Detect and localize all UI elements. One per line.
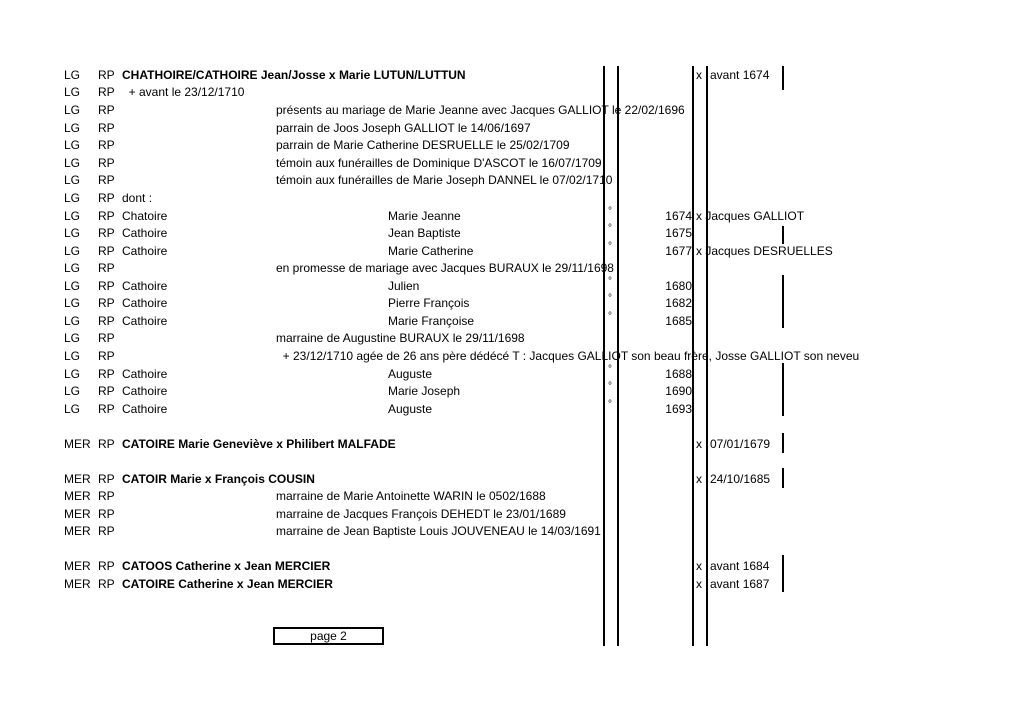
person-name: Cathoire: [122, 314, 168, 328]
region-code: LG: [64, 68, 81, 82]
person-name: CATOIRE Marie Geneviève x Philibert MALFADE: [122, 437, 396, 451]
event-note: parrain de Marie Catherine DESRUELLE le 25/02/1709: [276, 138, 570, 152]
region-code: LG: [64, 296, 81, 310]
region-code: MER: [64, 507, 91, 521]
first-name: Marie Catherine: [388, 244, 474, 258]
registry-code: RP: [98, 138, 115, 152]
page-number: page 2: [310, 629, 347, 643]
registry-code: RP: [98, 156, 115, 170]
first-name: Auguste: [388, 402, 433, 416]
spouse: x Jacques DESRUELLES: [696, 244, 833, 258]
registry-code: RP: [98, 85, 115, 99]
region-code: LG: [64, 226, 81, 240]
column-rule: [782, 433, 784, 453]
page-number-box: [273, 627, 384, 645]
column-rule: [782, 468, 784, 488]
registry-code: RP: [98, 103, 115, 117]
region-code: LG: [64, 156, 81, 170]
registry-code: RP: [98, 367, 115, 381]
region-code: LG: [64, 384, 81, 398]
registry-code: RP: [98, 209, 115, 223]
birth-symbol: °: [608, 276, 612, 287]
marriage-date: avant 1674: [710, 68, 770, 82]
region-code: LG: [64, 103, 81, 117]
birth-symbol: °: [608, 311, 612, 322]
person-name: Chatoire: [122, 209, 168, 223]
registry-code: RP: [98, 524, 115, 538]
registry-code: RP: [98, 244, 115, 258]
event-note: + 23/12/1710 agée de 26 ans père dédécé T : Jacques GALLIOT son beau frère, Josse GALLIOT son neveu: [276, 349, 860, 363]
birth-year: 1688: [665, 367, 692, 381]
region-code: LG: [64, 138, 81, 152]
region-code: LG: [64, 173, 81, 187]
first-name: Marie Françoise: [388, 314, 475, 328]
column-rule: [782, 66, 784, 90]
registry-code: RP: [98, 507, 115, 521]
person-name: Cathoire: [122, 279, 168, 293]
first-name: Jean Baptiste: [388, 226, 461, 240]
birth-year: 1677: [665, 244, 692, 258]
column-rule: [782, 275, 784, 328]
event-note: témoin aux funérailles de Marie Joseph DANNEL le 07/02/1710: [276, 173, 613, 187]
region-code: MER: [64, 559, 91, 573]
person-name: Cathoire: [122, 226, 168, 240]
birth-year: 1690: [665, 384, 692, 398]
column-rule: [782, 555, 784, 592]
person-name: dont :: [122, 191, 153, 205]
birth-symbol: °: [608, 241, 612, 252]
region-code: LG: [64, 121, 81, 135]
event-note: témoin aux funérailles de Dominique D'ASCOT le 16/07/1709: [276, 156, 602, 170]
birth-symbol: °: [608, 223, 612, 234]
person-name: Cathoire: [122, 244, 168, 258]
marriage-date: 24/10/1685: [710, 472, 771, 486]
event-note: marraine de Jacques François DEHEDT le 23/01/1689: [276, 507, 566, 521]
first-name: Marie Jeanne: [388, 209, 461, 223]
region-code: LG: [64, 191, 81, 205]
registry-code: RP: [98, 261, 115, 275]
region-code: MER: [64, 472, 91, 486]
region-code: LG: [64, 209, 81, 223]
region-code: LG: [64, 402, 81, 416]
birth-symbol: °: [608, 364, 612, 375]
birth-year: 1675: [665, 226, 692, 240]
event-note: en promesse de mariage avec Jacques BURAUX le 29/11/1698: [276, 261, 614, 275]
region-code: MER: [64, 489, 91, 503]
event-note: présents au mariage de Marie Jeanne avec Jacques GALLIOT le 22/02/1696: [276, 103, 685, 117]
event-note: marraine de Augustine BURAUX le 29/11/1698: [276, 331, 525, 345]
person-name: Cathoire: [122, 367, 168, 381]
birth-year: 1680: [665, 279, 692, 293]
registry-code: RP: [98, 349, 115, 363]
person-name: Cathoire: [122, 402, 168, 416]
registry-code: RP: [98, 489, 115, 503]
birth-symbol: °: [608, 399, 612, 410]
marriage-symbol: x: [696, 577, 702, 591]
registry-code: RP: [98, 226, 115, 240]
region-code: MER: [64, 577, 91, 591]
region-code: LG: [64, 244, 81, 258]
registry-code: RP: [98, 437, 115, 451]
marriage-symbol: x: [696, 68, 702, 82]
first-name: Julien: [388, 279, 420, 293]
region-code: LG: [64, 279, 81, 293]
registry-code: RP: [98, 191, 115, 205]
person-name: + avant le 23/12/1710: [122, 85, 245, 99]
birth-year: 1674: [665, 209, 692, 223]
marriage-date: avant 1687: [710, 577, 770, 591]
birth-year: 1685: [665, 314, 692, 328]
region-code: LG: [64, 314, 81, 328]
birth-symbol: °: [608, 293, 612, 304]
birth-year: 1682: [665, 296, 692, 310]
registry-code: RP: [98, 173, 115, 187]
person-name: CATOIRE Catherine x Jean MERCIER: [122, 577, 333, 591]
person-name: Cathoire: [122, 296, 168, 310]
marriage-date: avant 1684: [710, 559, 770, 573]
marriage-symbol: x: [696, 559, 702, 573]
marriage-symbol: x: [696, 472, 702, 486]
registry-code: RP: [98, 402, 115, 416]
region-code: LG: [64, 85, 81, 99]
birth-symbol: °: [608, 381, 612, 392]
first-name: Marie Joseph: [388, 384, 461, 398]
spouse: x Jacques GALLIOT: [696, 209, 805, 223]
region-code: LG: [64, 367, 81, 381]
registry-code: RP: [98, 279, 115, 293]
region-code: LG: [64, 331, 81, 345]
registry-code: RP: [98, 472, 115, 486]
event-note: marraine de Marie Antoinette WARIN le 0502/1688: [276, 489, 546, 503]
event-note: marraine de Jean Baptiste Louis JOUVENEAU le 14/03/1691: [276, 524, 601, 538]
marriage-symbol: x: [696, 437, 702, 451]
registry-code: RP: [98, 559, 115, 573]
registry-code: RP: [98, 384, 115, 398]
birth-symbol: °: [608, 206, 612, 217]
person-name: CHATHOIRE/CATHOIRE Jean/Josse x Marie LUTUN/LUTTUN: [122, 68, 466, 82]
column-rule: [782, 226, 784, 244]
first-name: Auguste: [388, 367, 433, 381]
person-name: Cathoire: [122, 384, 168, 398]
event-note: parrain de Joos Joseph GALLIOT le 14/06/1697: [276, 121, 531, 135]
registry-code: RP: [98, 331, 115, 345]
first-name: Pierre François: [388, 296, 470, 310]
region-code: MER: [64, 524, 91, 538]
registry-code: RP: [98, 314, 115, 328]
registry-code: RP: [98, 121, 115, 135]
birth-year: 1693: [665, 402, 692, 416]
region-code: MER: [64, 437, 91, 451]
registry-code: RP: [98, 577, 115, 591]
marriage-date: 07/01/1679: [710, 437, 771, 451]
registry-code: RP: [98, 68, 115, 82]
person-name: CATOIR Marie x François COUSIN: [122, 472, 315, 486]
registry-code: RP: [98, 296, 115, 310]
region-code: LG: [64, 261, 81, 275]
person-name: CATOOS Catherine x Jean MERCIER: [122, 559, 331, 573]
column-rule: [782, 363, 784, 416]
region-code: LG: [64, 349, 81, 363]
